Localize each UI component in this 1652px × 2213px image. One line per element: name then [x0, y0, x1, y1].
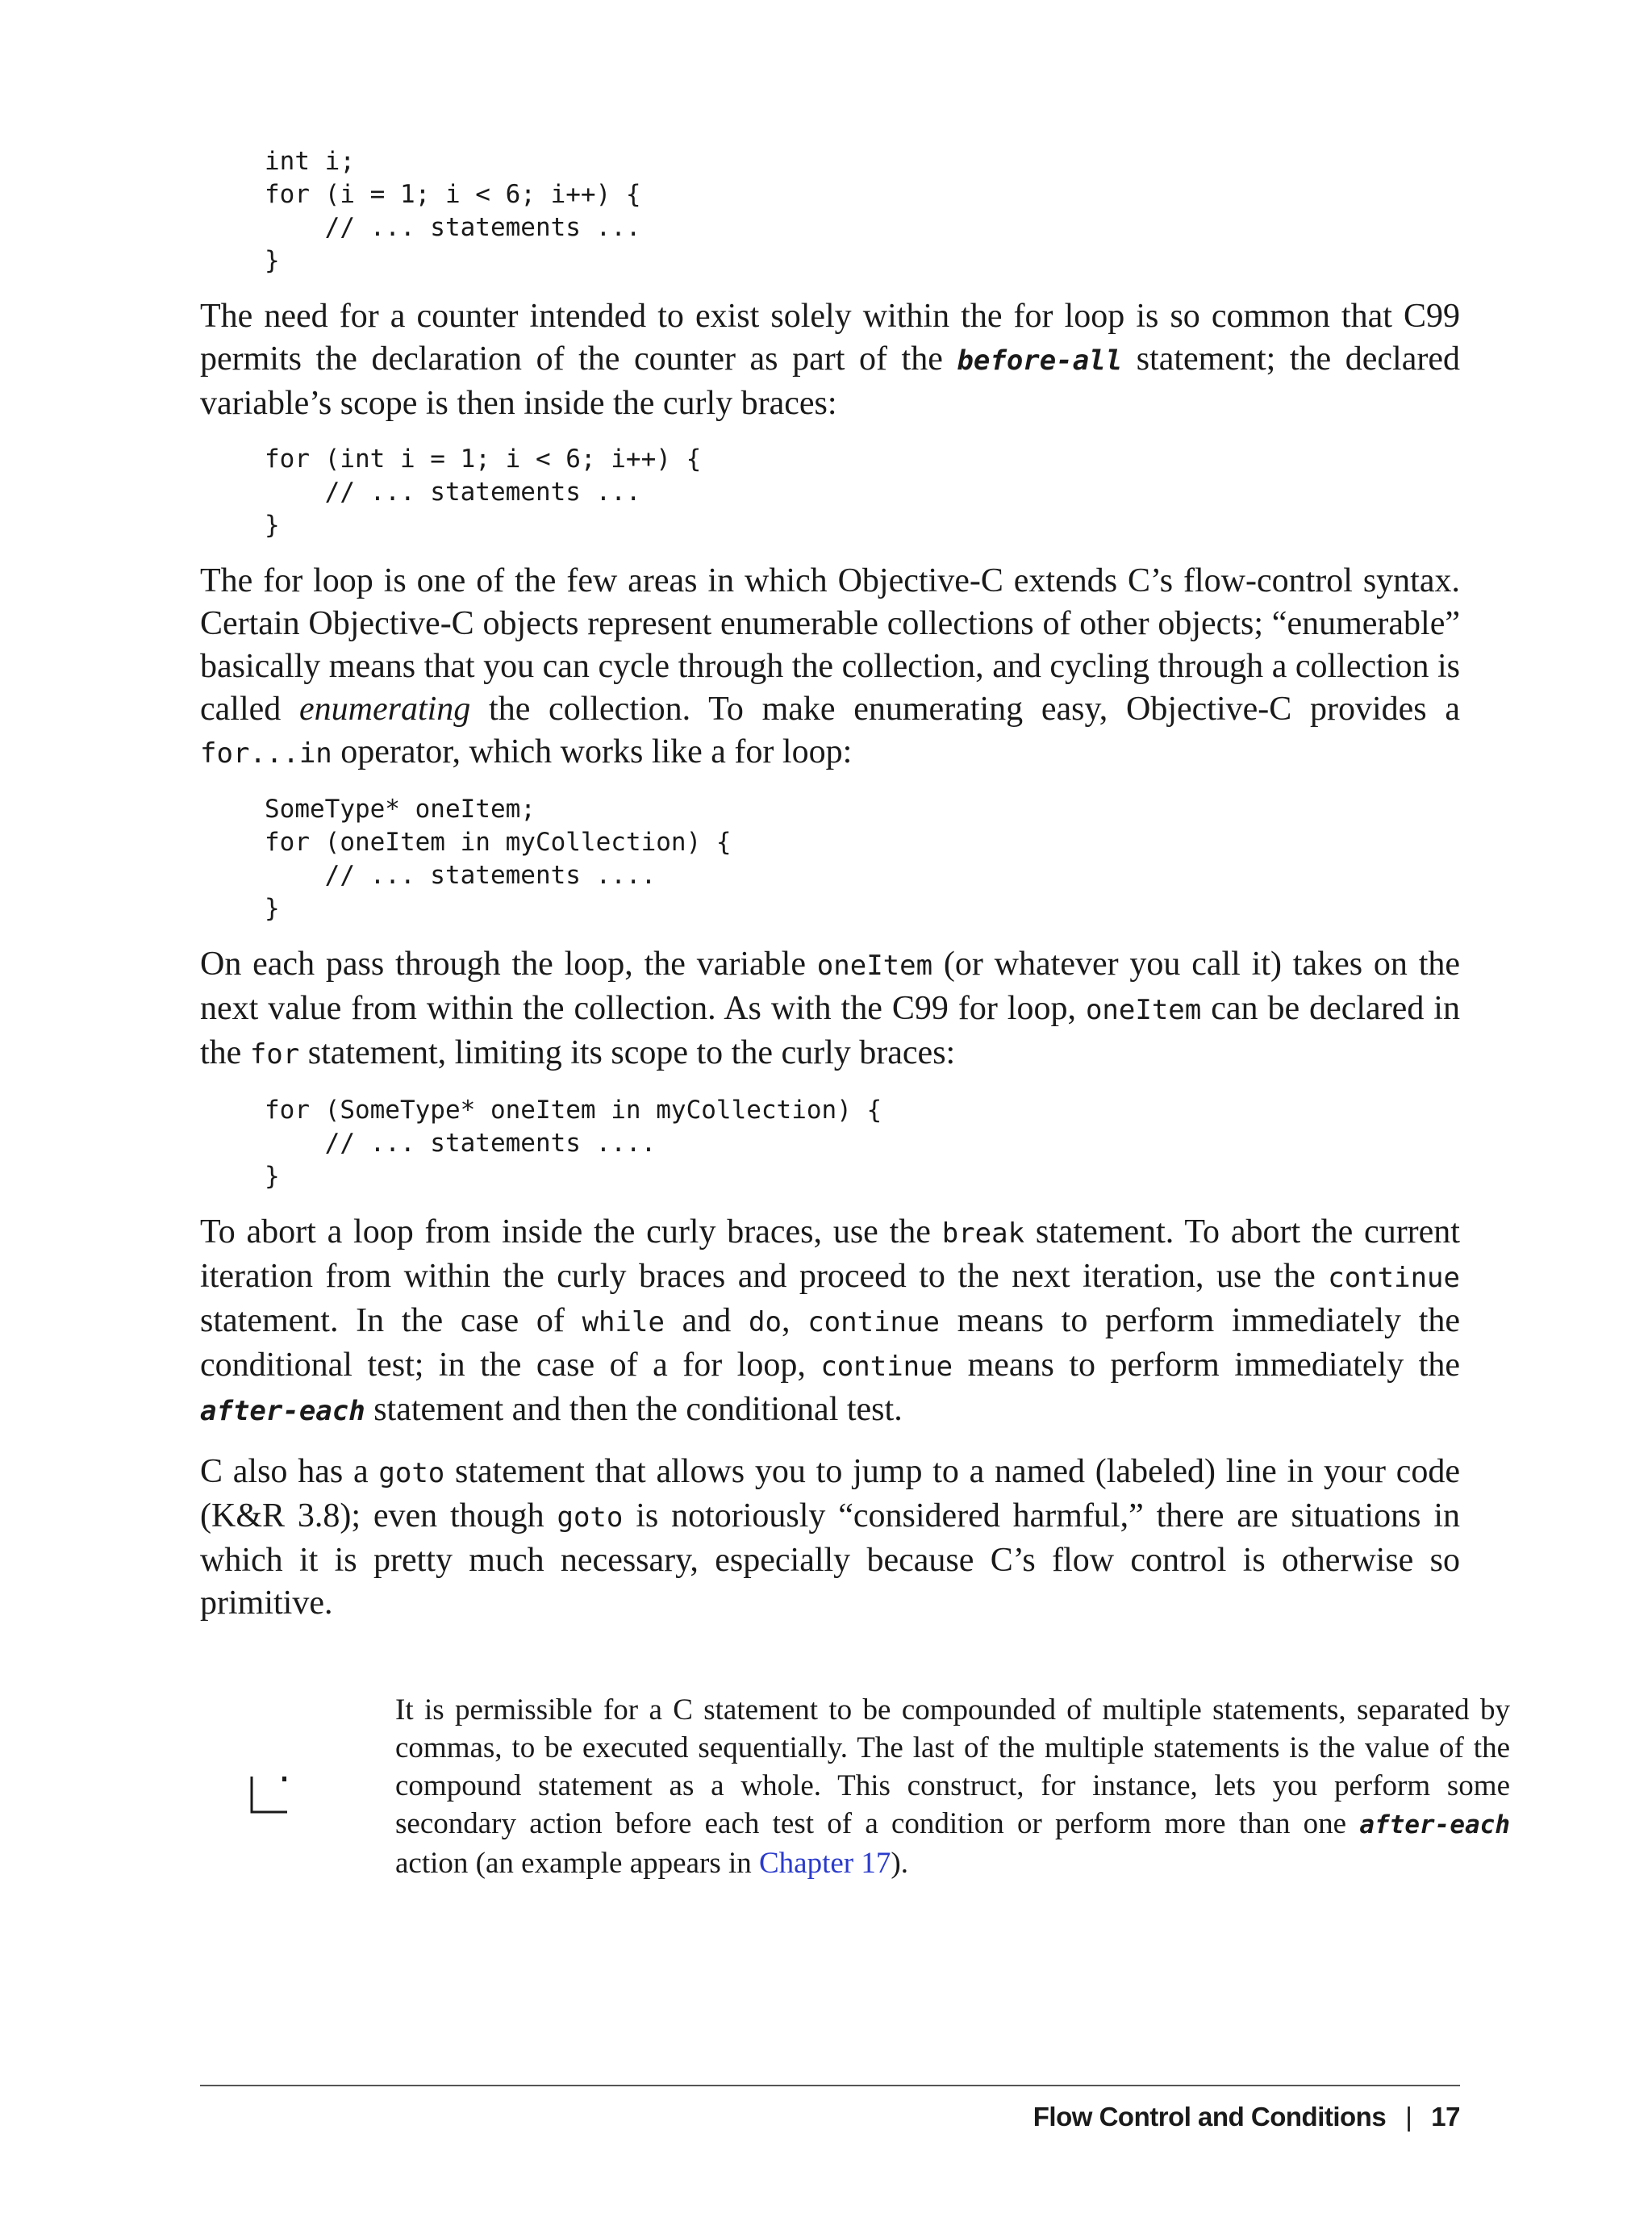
code-block-c99-for-loop: for (int i = 1; i < 6; i++) { // ... statements ... }	[265, 445, 702, 540]
text: The need for a counter intended to exist solely within the for loop is so common that C99 permits the declaration of the counter as part of the	[200, 298, 1460, 378]
inline-code: oneItem	[816, 950, 933, 982]
paragraph-break-continue	[200, 1211, 1460, 1433]
text: statement. To abort the current iteration from within the curly braces and proceed to the next iteration, use the	[200, 1213, 1460, 1295]
text: statement. In the case of	[200, 1302, 582, 1339]
inline-code: continue	[807, 1306, 940, 1338]
inline-code: for	[249, 1038, 300, 1071]
text: (or whatever you call it) takes on the next value from within the collection. As with the C99 for loop,	[200, 946, 1461, 1027]
text: It is permissible for a C statement to be compounded of multiple statements, separated by commas, to be executed sequentially. The last of the multiple statements is the value of the compound statement as a whole. This construct, for instance, lets you perform some secondary action before each test of a condition or perform more than one	[395, 1693, 1510, 1840]
inline-code: do	[749, 1306, 782, 1338]
code-block-for-in: SomeType* oneItem; for (oneItem in myCollection) { // ... statements .... }	[265, 795, 732, 923]
inline-code: before-all	[957, 344, 1123, 377]
inline-code: after-each	[1359, 1810, 1510, 1839]
text: is notoriously “considered harmful,” there are situations in which it is pretty much necessary, especially because C’s flow control is otherwise so primitive.	[200, 1497, 1460, 1622]
footer-separator: |	[1405, 2102, 1412, 2132]
inline-code: goto	[557, 1501, 624, 1534]
inline-code: after-each	[200, 1395, 365, 1427]
note-text	[395, 1691, 1510, 1882]
emphasis: enumerating	[299, 691, 471, 728]
text: statement; the declared variable’s scope is then inside the curly braces:	[200, 340, 1460, 422]
note-box	[200, 1691, 1510, 1933]
inline-code: break	[941, 1217, 1025, 1250]
text: operator, which works like a for loop:	[332, 733, 853, 770]
paragraph-c99-counter	[200, 295, 1460, 425]
text: means to perform immediately the conditional test; in the case of a for loop,	[200, 1302, 1461, 1384]
chapter-17-link[interactable]: Chapter 17	[759, 1847, 891, 1880]
paragraph-for-in-intro	[200, 560, 1460, 775]
inline-code: continue	[1328, 1262, 1460, 1294]
text: C also has a	[200, 1453, 379, 1490]
paragraph-for-in-scope	[200, 943, 1460, 1076]
text: action (an example appears in	[395, 1847, 759, 1880]
text: means to perform immediately the	[953, 1347, 1460, 1384]
footer-chapter-title: Flow Control and Conditions	[1032, 2102, 1387, 2132]
footer-divider	[200, 2085, 1460, 2086]
text: the collection. To make enumerating easy, Objective-C provides a	[470, 691, 1460, 728]
text: statement, limiting its scope to the curly braces:	[299, 1034, 956, 1071]
page-body	[200, 145, 1460, 1643]
text: To abort a loop from inside the curly braces, use the	[200, 1213, 942, 1251]
inline-code: oneItem	[1085, 994, 1202, 1026]
note-icon	[245, 1772, 294, 1820]
inline-code: continue	[820, 1351, 953, 1383]
text: statement that allows you to jump to a named (labeled) line in your code (K&R 3.8); even though	[200, 1453, 1460, 1534]
text: ).	[891, 1847, 908, 1880]
page-number: 17	[1431, 2102, 1460, 2132]
text: The for loop is one of the few areas in which Objective-C extends C’s flow-control syntax. Certain Objective-C objects represent enumerable collections of other objects; “enumerable” basically means that you can cycle through the collection, and cycling through a collection is called	[200, 562, 1460, 728]
text: ,	[781, 1302, 808, 1339]
inline-code: while	[582, 1306, 665, 1338]
text: and	[664, 1302, 749, 1339]
paragraph-goto	[200, 1451, 1460, 1625]
inline-code: goto	[378, 1457, 445, 1489]
code-block-for-in-declared: for (SomeType* oneItem in myCollection) { // ... statements .... }	[265, 1096, 882, 1191]
text: can be declared in the	[200, 990, 1460, 1071]
text: On each pass through the loop, the variable	[200, 946, 817, 983]
page-footer	[1033, 2102, 1460, 2132]
inline-code: for...in	[200, 737, 332, 770]
code-block-for-loop: int i; for (i = 1; i < 6; i++) { // ... statements ... }	[265, 147, 641, 275]
text: statement and then the conditional test.	[365, 1391, 903, 1428]
